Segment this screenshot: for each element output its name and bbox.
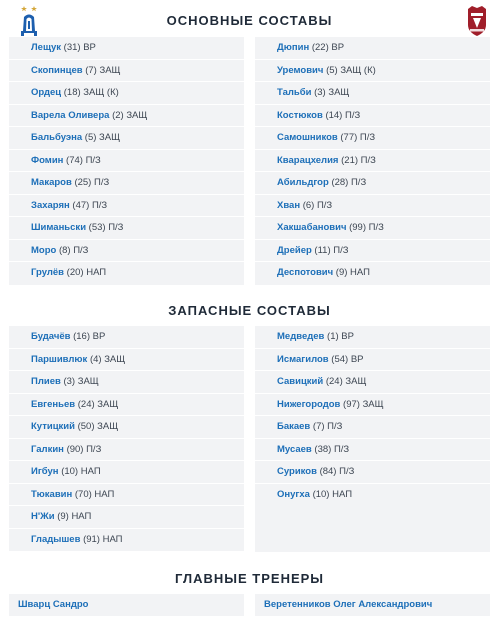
player-meta: (28) П/З [331, 177, 367, 188]
list-item [9, 529, 244, 552]
player-meta: (31) ВР [63, 42, 96, 53]
player-link[interactable]: Гладышев [31, 533, 81, 545]
list-item [9, 371, 244, 394]
player-link[interactable]: Хакшабанович [277, 222, 347, 233]
player-meta: (3) ЗАЩ [63, 376, 99, 387]
player-meta: (54) ВР [331, 353, 364, 365]
player-link[interactable]: Евгеньев [31, 398, 76, 410]
list-item [9, 127, 244, 150]
player-link[interactable]: Онугха [277, 488, 310, 500]
list-item [9, 326, 244, 349]
player-link[interactable]: Макаров [31, 177, 72, 188]
list-item [9, 461, 244, 484]
list-item [255, 172, 490, 195]
player-meta: (4) ЗАЩ [89, 353, 126, 365]
list-item [9, 240, 244, 263]
player-link[interactable]: Игбун [31, 466, 59, 477]
player-meta: (18) ЗАЩ (К) [63, 87, 119, 98]
player-link[interactable]: Кварацхелия [277, 154, 339, 166]
player-meta: (2) ЗАЩ [112, 109, 148, 121]
player-link[interactable]: Н'Жи [31, 511, 55, 522]
coach-home[interactable]: Шварц Сандро [9, 594, 244, 616]
list-item [255, 262, 490, 285]
player-link[interactable]: Кутицкий [31, 421, 75, 432]
list-item [9, 195, 244, 218]
list-item [255, 461, 490, 484]
player-meta: (97) ЗАЩ [343, 398, 384, 410]
player-meta: (25) П/З [74, 177, 110, 188]
coach-away[interactable]: Веретенников Олег Александрович [255, 594, 490, 616]
starting-lineup-away [255, 37, 490, 285]
list-item [9, 484, 244, 507]
player-link[interactable]: Фомин [31, 154, 64, 166]
list-item [255, 60, 490, 83]
player-link[interactable]: Паршивлюк [31, 353, 88, 365]
player-meta: (47) П/З [72, 199, 108, 211]
section-title-subs: ЗАПАСНЫЕ СОСТАВЫ [168, 303, 331, 318]
player-link[interactable]: Деспотович [277, 267, 334, 278]
player-link[interactable]: Хван [277, 199, 301, 211]
list-item [255, 217, 490, 240]
player-meta: (99) П/З [349, 222, 384, 233]
section-title-starting: ОСНОВНЫЕ СОСТАВЫ [166, 13, 333, 28]
player-meta: (91) НАП [83, 533, 123, 545]
player-link[interactable]: Абильдгор [277, 177, 329, 188]
list-item [255, 371, 490, 394]
list-item [9, 172, 244, 195]
player-meta: (38) П/З [314, 443, 350, 455]
list-item [9, 506, 244, 529]
player-link[interactable]: Захарян [31, 199, 70, 211]
player-meta: (90) П/З [66, 443, 102, 455]
list-item [9, 349, 244, 372]
player-link[interactable]: Савицкий [277, 376, 324, 387]
player-meta: (3) ЗАЩ [314, 87, 350, 98]
player-link[interactable]: Уремович [277, 64, 324, 76]
player-meta: (70) НАП [74, 488, 115, 500]
list-item [255, 105, 490, 128]
player-meta: (21) П/З [341, 154, 376, 166]
player-link[interactable]: Лещук [31, 42, 62, 53]
list-item [255, 37, 490, 60]
player-meta: (50) ЗАЩ [77, 421, 119, 432]
player-meta: (10) НАП [312, 488, 353, 500]
list-item [9, 105, 244, 128]
player-meta: (16) ВР [73, 331, 106, 342]
list-item [9, 439, 244, 462]
player-link[interactable]: Моро [31, 244, 57, 256]
player-link[interactable]: Шиманьски [31, 222, 87, 233]
list-item [255, 484, 490, 507]
player-link[interactable]: Дюпин [277, 42, 310, 53]
player-link[interactable]: Самошников [277, 132, 338, 143]
player-meta: (24) ЗАЩ [325, 376, 367, 387]
list-item [9, 262, 244, 285]
list-item [255, 82, 490, 105]
player-link[interactable]: Варела Оливера [31, 109, 110, 121]
player-meta: (9) НАП [335, 267, 370, 278]
player-meta: (5) ЗАЩ (К) [326, 64, 376, 76]
list-item [255, 416, 490, 439]
player-meta: (11) П/З [314, 244, 349, 256]
subs-lineup-home [9, 326, 244, 551]
player-link[interactable]: Дрейер [277, 244, 312, 256]
list-item [255, 349, 490, 372]
list-item [9, 60, 244, 83]
player-meta: (77) П/З [340, 132, 376, 143]
player-meta: (84) П/З [319, 466, 355, 477]
list-item [9, 394, 244, 417]
player-meta: (74) П/З [66, 154, 101, 166]
player-meta: (10) НАП [61, 466, 101, 477]
list-item [255, 150, 490, 173]
player-meta: (8) П/З [58, 244, 89, 256]
player-link[interactable]: Тюкавин [31, 488, 73, 500]
player-link[interactable]: Исмагилов [277, 353, 329, 365]
player-link[interactable]: Нижегородов [277, 398, 341, 410]
player-meta: (9) НАП [57, 511, 92, 522]
list-item [9, 416, 244, 439]
player-meta: (1) ВР [327, 331, 354, 342]
player-link[interactable]: Скопинцев [31, 64, 83, 76]
list-item [255, 195, 490, 218]
player-link[interactable]: Грулёв [31, 267, 65, 278]
list-item [9, 82, 244, 105]
player-link[interactable]: Бакаев [277, 421, 311, 432]
list-item [255, 439, 490, 462]
player-link[interactable]: Тальби [277, 87, 312, 98]
player-link[interactable]: Медведев [277, 331, 325, 342]
starting-lineup-home [9, 37, 244, 285]
player-meta: (7) П/З [312, 421, 343, 432]
player-meta: (5) ЗАЩ [84, 132, 121, 143]
list-item [9, 150, 244, 173]
player-meta: (6) П/З [302, 199, 333, 211]
player-link[interactable]: Будачёв [31, 331, 71, 342]
player-meta: (22) ВР [311, 42, 345, 53]
list-item [9, 217, 244, 240]
player-link[interactable]: Бальбуэна [31, 132, 83, 143]
player-link[interactable]: Мусаев [277, 443, 312, 455]
section-title-coaches: ГЛАВНЫЕ ТРЕНЕРЫ [174, 571, 325, 586]
subs-lineup-away [255, 326, 490, 552]
player-meta: (20) НАП [66, 267, 107, 278]
player-link[interactable]: Суриков [277, 466, 317, 477]
list-item [255, 240, 490, 263]
player-meta: (53) П/З [88, 222, 124, 233]
player-meta: (24) ЗАЩ [77, 398, 119, 410]
list-item [9, 37, 244, 60]
player-meta: (14) П/З [325, 109, 361, 121]
player-link[interactable]: Ордец [31, 87, 62, 98]
list-item [255, 127, 490, 150]
player-link[interactable]: Костюков [277, 109, 323, 121]
player-link[interactable]: Плиев [31, 376, 61, 387]
list-item [255, 326, 490, 349]
list-item [255, 394, 490, 417]
player-meta: (7) ЗАЩ [85, 64, 121, 76]
player-link[interactable]: Галкин [31, 443, 64, 455]
